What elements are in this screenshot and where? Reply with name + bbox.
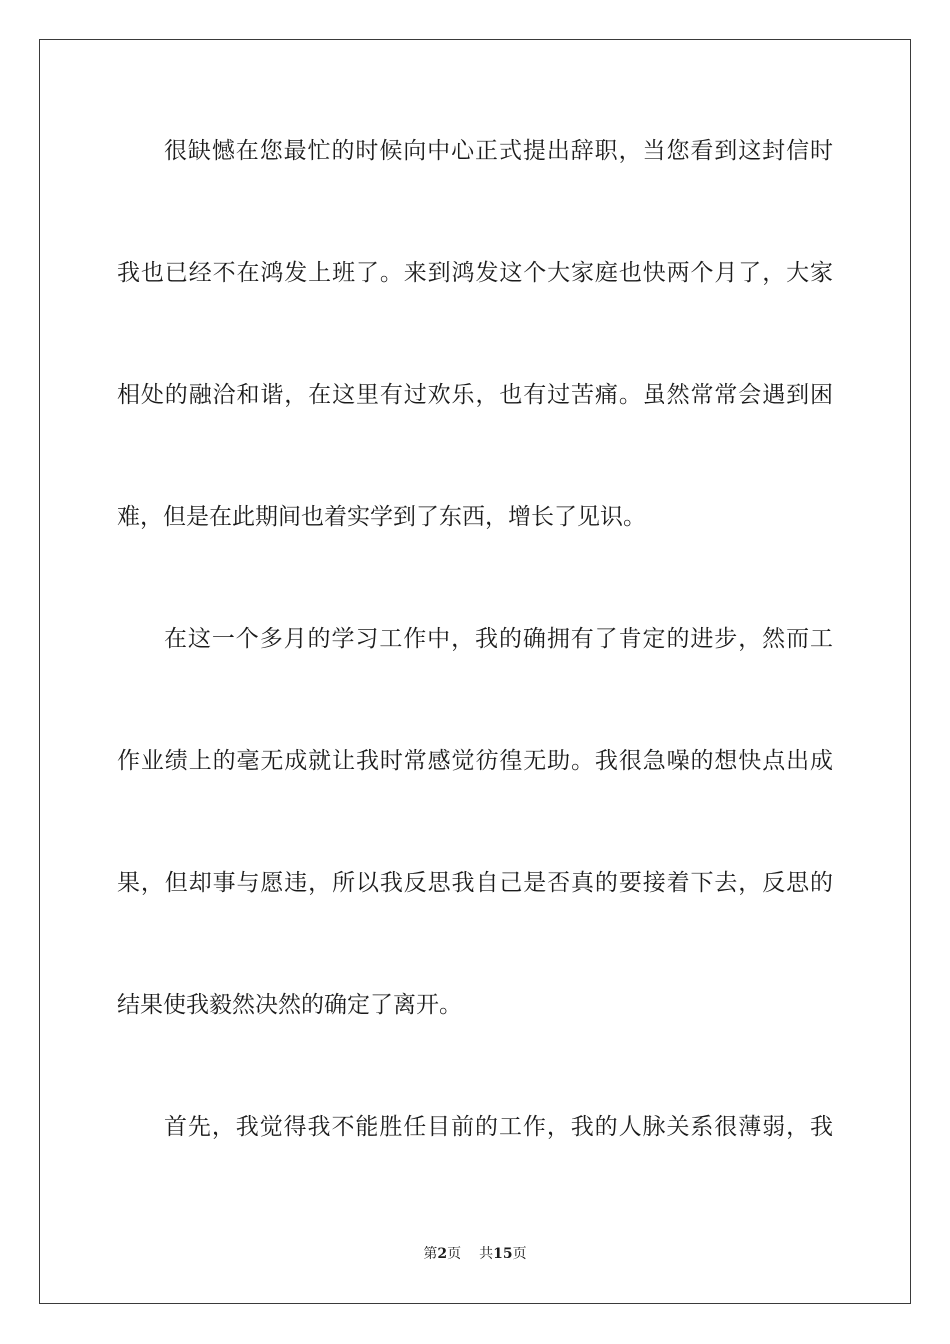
text-line-7: 果，但却事与愿违，所以我反思我自己是否真的要接着下去，反思的: [117, 870, 833, 896]
footer-page-suffix: 页: [447, 1246, 462, 1262]
text-line-2: 我也已经不在鸿发上班了。来到鸿发这个大家庭也快两个月了，大家: [117, 260, 833, 286]
footer-total-prefix: 共: [479, 1246, 494, 1262]
text-line-4: 难，但是在此期间也着实学到了东西，增长了见识。: [117, 504, 646, 530]
text-line-3: 相处的融洽和谐，在这里有过欢乐，也有过苦痛。虽然常常会遇到困: [117, 382, 833, 408]
footer-page-number: 2: [437, 1246, 448, 1262]
footer-page-prefix: 第: [423, 1246, 438, 1262]
text-line-1: 很缺憾在您最忙的时候向中心正式提出辞职，当您看到这封信时: [164, 138, 833, 164]
text-line-9: 首先，我觉得我不能胜任目前的工作，我的人脉关系很薄弱，我: [164, 1114, 833, 1140]
text-line-8: 结果使我毅然决然的确定了离开。: [117, 992, 462, 1018]
text-line-6: 作业绩上的毫无成就让我时常感觉彷徨无助。我很急噪的想快点出成: [117, 748, 833, 774]
text-line-5: 在这一个多月的学习工作中，我的确拥有了肯定的进步，然而工: [164, 626, 833, 652]
footer-total-suffix: 页: [512, 1246, 527, 1262]
page-footer: [0, 1244, 950, 1264]
footer-total-pages: 15: [493, 1246, 513, 1262]
